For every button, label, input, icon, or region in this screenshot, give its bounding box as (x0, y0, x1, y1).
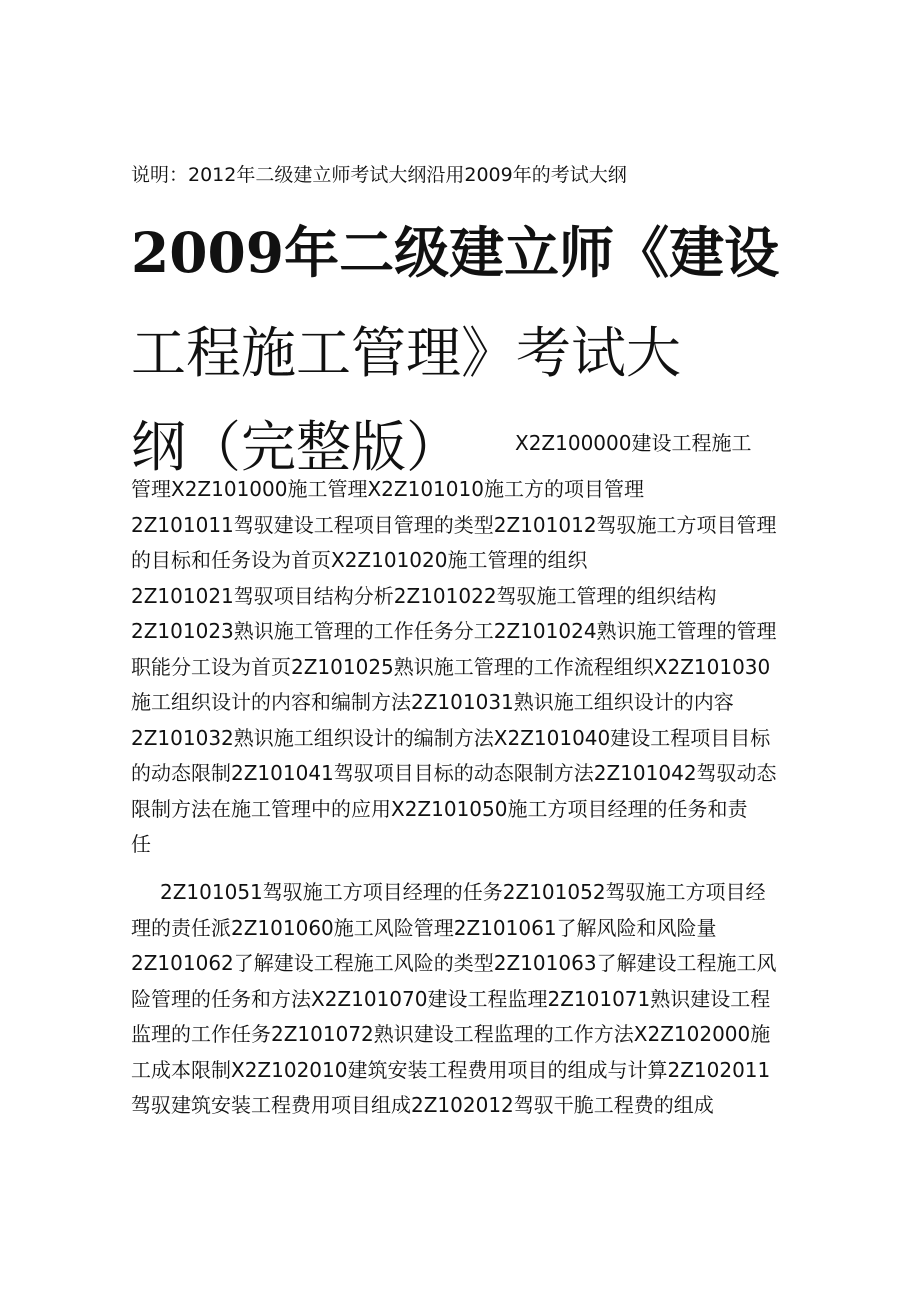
text-line: 的目标和任务设为首页X2Z101020施工管理的组织 (131, 548, 588, 572)
text-line: 2Z101011驾驭建设工程项目管理的类型2Z101012驾驭施工方项目管理 (131, 512, 777, 537)
title-line-3: 纲（完整版） (131, 415, 462, 479)
text-line: 任 (131, 832, 151, 856)
text-line: 险管理的任务和方法X2Z101070建设工程监理2Z101071熟识建设工程 (131, 986, 771, 1011)
text-line: 限制方法在施工管理中的应用X2Z101050施工方项目经理的任务和责 (131, 796, 748, 821)
outline-start: X2Z100000建设工程施工 (515, 431, 752, 455)
text-line: 的动态限制2Z101041驾驭项目目标的动态限制方法2Z101042驾驭动态 (131, 761, 777, 785)
title-line-2: 工程施工管理》考试大 (131, 321, 682, 385)
text-line: 施工组织设计的内容和编制方法2Z101031熟识施工组织设计的内容 (131, 690, 734, 714)
text-line: 理的责任派2Z101060施工风险管理2Z101061了解风险和风险量 (131, 915, 717, 940)
text-line: 2Z101021驾驭项目结构分析2Z101022驾驭施工管理的组织结构 (131, 583, 717, 608)
text-line: 2Z101023熟识施工管理的工作任务分工2Z101024熟识施工管理的管理 (131, 619, 777, 643)
note-line: 说明：2012年二级建立师考试大纲沿用2009年的考试大纲 (131, 164, 627, 186)
text-line: 2Z101051驾驭施工方项目经理的任务2Z101052驾驭施工方项目经 (160, 880, 766, 904)
text-line: 监理的工作任务2Z101072熟识建设工程监理的工作方法X2Z102000施 (131, 1022, 771, 1046)
text-line: 工成本限制X2Z102010建筑安装工程费用项目的组成与计算2Z102011 (131, 1057, 771, 1082)
text-line: 职能分工设为首页2Z101025熟识施工管理的工作流程组织X2Z101030 (131, 654, 771, 679)
text-line: 2Z101062了解建设工程施工风险的类型2Z101063了解建设工程施工风 (131, 951, 777, 975)
text-line: 管理X2Z101000施工管理X2Z101010施工方的项目管理 (131, 477, 644, 501)
title-line-1: 2009年二级建立师《建设 (131, 220, 780, 285)
text-line: 驾驭建筑安装工程费用项目组成2Z102012驾驭干脆工程费的组成 (131, 1093, 714, 1117)
text-line: 2Z101032熟识施工组织设计的编制方法X2Z101040建设工程项目目标 (131, 725, 771, 750)
